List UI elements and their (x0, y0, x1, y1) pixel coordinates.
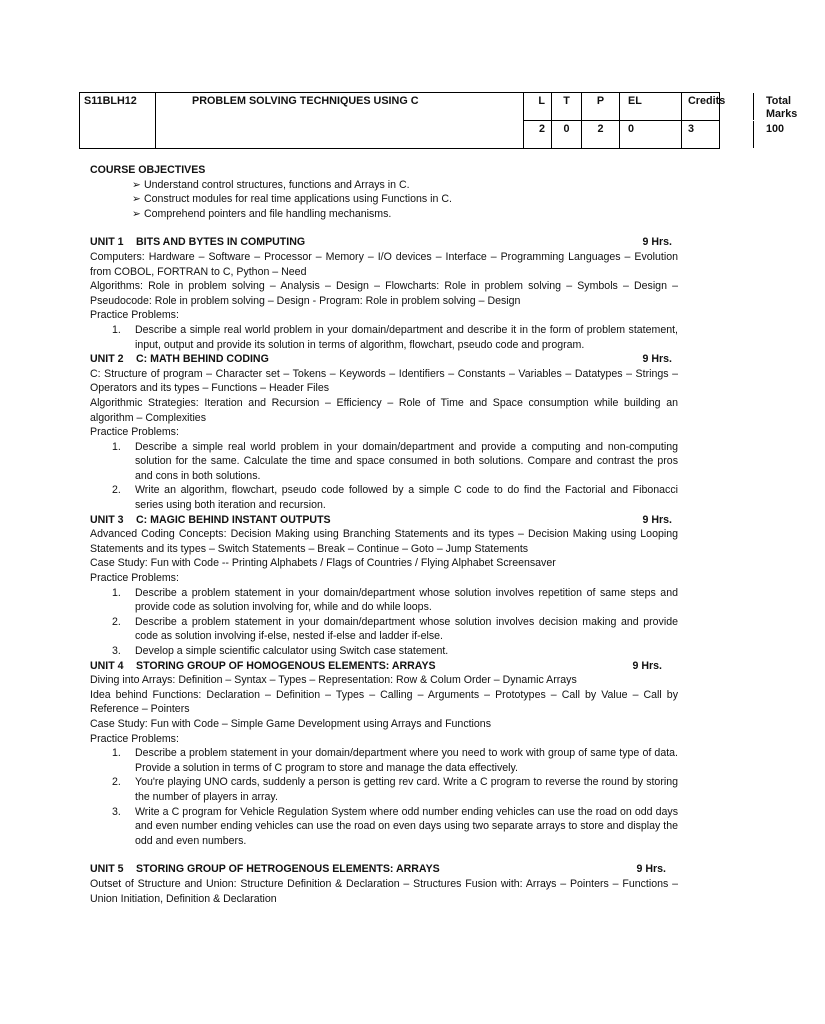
unit-3-heading (90, 513, 678, 528)
practice-problems-label: Practice Problems: (90, 572, 179, 585)
list-item: 3. Write a C program for Vehicle Regulation System where odd number ending vehicles can use the road on odd days and even number ending vehicles can use the road on even days using two separate arrays to store and display the odd and even numbers. (112, 805, 678, 847)
value-t: 0 (552, 121, 582, 148)
syllabus-content (90, 163, 678, 906)
arrow-bullet-icon: ➢ (132, 207, 141, 220)
unit-hours: 9 Hrs. (636, 863, 666, 876)
unit-topics: Computers: Hardware – Software – Processor – Memory – I/O devices – Interface – Programming Languages – Evolution from COBOL, FORTRAN to C, Python – Need (90, 250, 678, 278)
unit-label: UNIT 4 (90, 659, 124, 672)
objective-item: ➢ Construct modules for real time applications using Functions in C. (132, 193, 452, 206)
practice-problems-label: Practice Problems: (90, 732, 179, 745)
unit-4-heading (90, 659, 678, 674)
col-l-header: L (524, 93, 552, 120)
practice-problems-label: Practice Problems: (90, 309, 179, 322)
unit-hours: 9 Hrs. (642, 353, 672, 366)
unit-title: C: MAGIC BEHIND INSTANT OUTPUTS (136, 513, 331, 526)
course-header-table (79, 92, 798, 149)
list-item: 3. Develop a simple scientific calculator using Switch case statement. (112, 645, 449, 657)
arrow-bullet-icon: ➢ (132, 178, 141, 191)
unit-title: BITS AND BYTES IN COMPUTING (136, 236, 306, 249)
unit-label: UNIT 1 (90, 236, 124, 249)
practice-problems-label: Practice Problems: (90, 426, 179, 439)
unit-label: UNIT 3 (90, 513, 124, 526)
unit-topics: Algorithmic Strategies: Iteration and Recursion – Efficiency – Role of Time and Space consumption while building an algorithm – Complexities (90, 396, 678, 424)
unit-topics: Outset of Structure and Union: Structure Definition & Declaration – Structures Fusion with: Arrays – Pointers – Functions – Union Initiation, Definition & Declaration (90, 877, 678, 905)
practice-problems-list (90, 440, 678, 513)
list-item: 2. You're playing UNO cards, suddenly a person is getting rev card. Write a C program to reverse the round by storing the number of players in array. (112, 776, 678, 803)
unit-title: STORING GROUP OF HOMOGENOUS ELEMENTS: ARRAYS (136, 659, 436, 672)
unit-topics: Algorithms: Role in problem solving – Analysis – Design – Flowcharts: Role in problem solving – Symbols – Design – Pseudocode: Role in problem solving – Design - Program: Role in problem solving – Design (90, 280, 678, 307)
col-total-marks-header: Total Marks (766, 95, 798, 120)
practice-problems-list (90, 746, 678, 848)
unit-topics: Advanced Coding Concepts: Decision Making using Branching Statements and its types – Decision Making using Looping Statements and its types – Switch Statements – Break – Continue – Goto – Jump Statements (90, 528, 678, 555)
unit-topics: Case Study: Fun with Code – Simple Game Development using Arrays and Functions (90, 717, 491, 730)
unit-hours: 9 Hrs. (642, 513, 672, 526)
list-item: 2. Write an algorithm, flowchart, pseudo code followed by a simple C code to do find the Factorial and Fibonacci series using both iteration and recursion. (112, 484, 678, 512)
unit-title: STORING GROUP OF HETROGENOUS ELEMENTS: ARRAYS (136, 863, 440, 876)
objectives-heading: COURSE OBJECTIVES (90, 164, 206, 176)
course-title: PROBLEM SOLVING TECHNIQUES USING C (156, 93, 524, 148)
unit-hours: 9 Hrs. (642, 236, 672, 249)
unit-topics: Idea behind Functions: Declaration – Definition – Types – Calling – Arguments – Prototypes – Call by Value – Call by Reference – Pointers (90, 688, 678, 716)
unit-label: UNIT 2 (90, 353, 124, 366)
unit-5-heading (90, 862, 678, 877)
practice-problems-list (90, 586, 678, 659)
list-item: 1. Describe a simple real world problem in your domain/department and describe it in the form of problem statement, input, output and provide its solution in terms of algorithm, flowchart, pseudo code and program. (112, 323, 678, 351)
value-el: 0 (620, 121, 682, 148)
col-t-header: T (552, 93, 582, 120)
list-item: 1. Describe a problem statement in your domain/department whose solution involves repetition of same steps and provide code as solution involving for, while and do while loops. (112, 586, 678, 614)
unit-topics: Diving into Arrays: Definition – Syntax – Types – Representation: Row & Colum Order – Dynamic Arrays (90, 674, 577, 687)
unit-title: C: MATH BEHIND CODING (136, 353, 269, 366)
list-item: 1. Describe a problem statement in your domain/department where you need to work with group of same type of data. Provide a solution in terms of C program to store and manage the data effectively. (112, 747, 678, 774)
value-credits: 3 (682, 121, 754, 148)
value-total-marks: 100 (766, 123, 785, 135)
objective-item: ➢ Comprehend pointers and file handling mechanisms. (132, 207, 392, 220)
unit-topics: Case Study: Fun with Code -- Printing Alphabets / Flags of Countries / Flying Alphabet Screensaver (90, 557, 556, 570)
objective-item: ➢ Understand control structures, functions and Arrays in C. (132, 178, 410, 191)
col-p-header: P (582, 93, 620, 120)
unit-2-heading (90, 352, 678, 367)
unit-topics: C: Structure of program – Character set – Tokens – Keywords – Identifiers – Constants – Variables – Datatypes – Strings – Operators and its types – Functions – Header Files (90, 367, 678, 395)
value-l: 2 (524, 121, 552, 148)
list-item: 2. Describe a problem statement in your domain/department whose solution involves decision making and provide code as solution involving if-else, nested if-else and ladder if-else. (112, 615, 678, 643)
col-el-header: EL (620, 93, 682, 120)
list-item: 1. Describe a simple real world problem in your domain/department and provide a computing and non-computing solution for the same. Calculate the time and space consumed in both solutions. Compare and contrast the pros and cons in both solutions. (112, 440, 678, 482)
unit-hours: 9 Hrs. (632, 659, 662, 672)
col-credits-header: Credits (682, 93, 754, 120)
value-p: 2 (582, 121, 620, 148)
arrow-bullet-icon: ➢ (132, 193, 141, 206)
practice-problems-list (90, 323, 678, 352)
course-code: S11BLH12 (80, 93, 156, 148)
unit-label: UNIT 5 (90, 863, 124, 876)
unit-1-heading (90, 235, 678, 250)
